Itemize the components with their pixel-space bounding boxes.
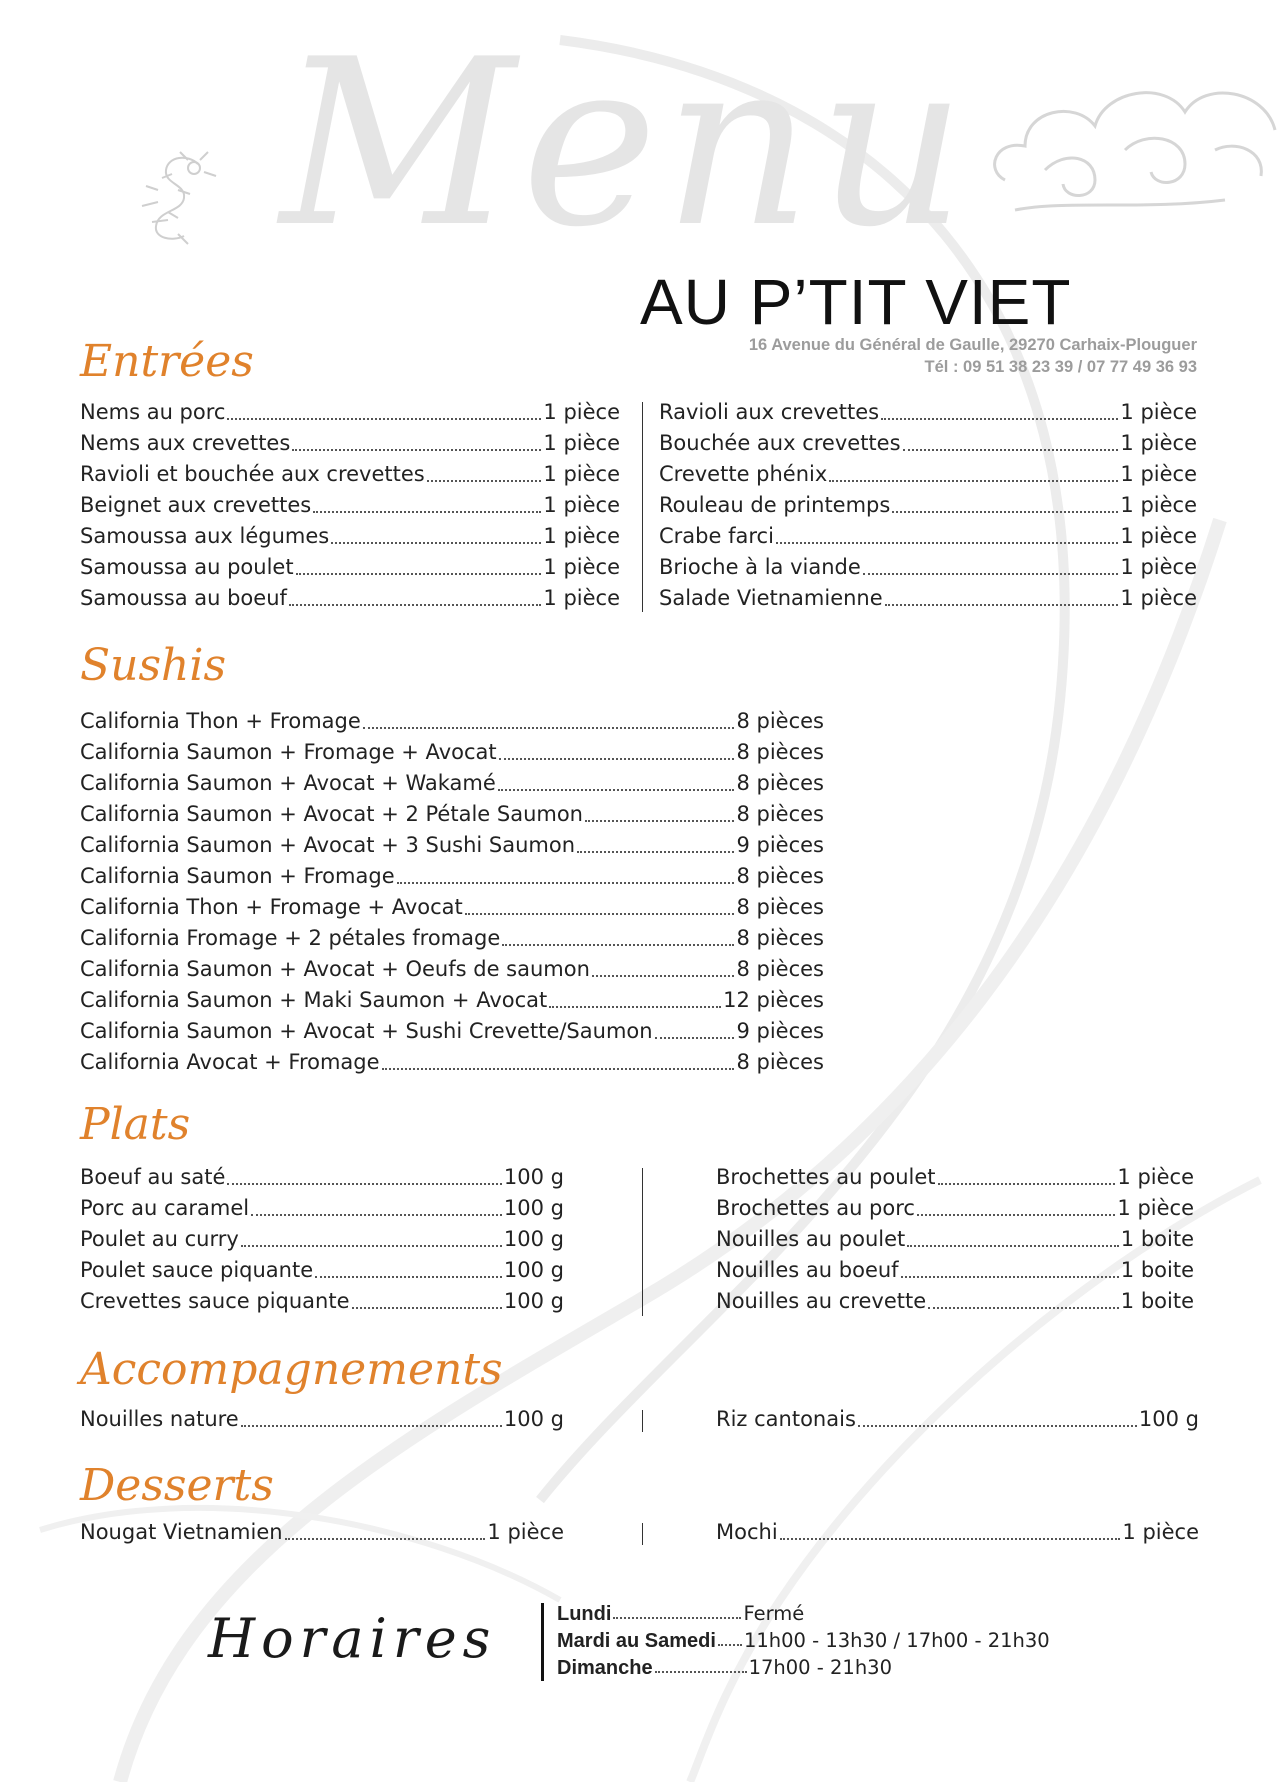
menu-item-name: California Thon + Fromage [80, 709, 361, 733]
dot-leader [858, 1425, 1137, 1427]
menu-item-quantity: 1 pièce [1120, 524, 1197, 548]
column-divider [642, 1168, 643, 1316]
dot-leader [829, 480, 1118, 482]
accompagnements-left-list [80, 1404, 564, 1435]
menu-item-quantity: 8 pièces [736, 895, 824, 919]
menu-item [716, 1286, 1194, 1317]
menu-item-quantity: 1 pièce [543, 555, 620, 579]
menu-item-quantity: 9 pièces [736, 1019, 824, 1043]
menu-item [80, 985, 824, 1016]
menu-item-name: Crabe farci [659, 524, 774, 548]
menu-item-quantity: 8 pièces [736, 926, 824, 950]
menu-item-quantity: 8 pièces [736, 802, 824, 826]
plats-left-list [80, 1162, 564, 1317]
menu-item [659, 459, 1197, 490]
menu-item-quantity: 100 g [503, 1289, 564, 1313]
dot-leader [585, 820, 734, 822]
hours-day: Lundi [557, 1603, 612, 1625]
column-divider [642, 402, 643, 612]
menu-item-quantity: 1 pièce [543, 462, 620, 486]
menu-item-quantity: 100 g [503, 1407, 564, 1431]
dot-leader [780, 1538, 1121, 1540]
menu-item-name: Samoussa au boeuf [80, 586, 287, 610]
menu-item-quantity: 12 pièces [723, 988, 824, 1012]
menu-item [80, 1404, 564, 1435]
dot-leader [592, 975, 735, 977]
menu-item [80, 954, 824, 985]
menu-item-quantity: 1 pièce [1117, 1196, 1194, 1220]
menu-item-name: Crevettes sauce piquante [80, 1289, 350, 1313]
dot-leader [363, 727, 735, 729]
section-title-plats: Plats [80, 1099, 191, 1150]
desserts-left-list [80, 1517, 564, 1548]
menu-item-quantity: 1 pièce [1120, 555, 1197, 579]
restaurant-name: AU P’TIT VIET [640, 266, 1072, 338]
sushis-list [80, 706, 824, 1078]
menu-item [716, 1517, 1199, 1548]
menu-item-name: Porc au caramel [80, 1196, 250, 1220]
menu-item-quantity: 1 boite [1120, 1258, 1194, 1282]
menu-item-name: Brioche à la viande [659, 555, 861, 579]
dot-leader [296, 573, 542, 575]
menu-item-name: Riz cantonais [716, 1407, 856, 1431]
menu-item [659, 428, 1197, 459]
desserts-right-list [716, 1517, 1199, 1548]
menu-item-name: California Thon + Fromage + Avocat [80, 895, 463, 919]
menu-item [80, 768, 824, 799]
dot-leader [613, 1617, 741, 1619]
dragon-icon [128, 150, 220, 246]
menu-item-name: Poulet au curry [80, 1227, 239, 1251]
menu-item-quantity: 8 pièces [736, 771, 824, 795]
menu-item [80, 428, 620, 459]
menu-item [80, 706, 824, 737]
hours-row [557, 1627, 1077, 1654]
menu-item-quantity: 1 pièce [1120, 493, 1197, 517]
dot-leader [465, 913, 735, 915]
menu-item-quantity: 1 pièce [543, 431, 620, 455]
dot-leader [776, 542, 1119, 544]
menu-item-name: Nougat Vietnamien [80, 1520, 283, 1544]
menu-item-quantity: 1 pièce [543, 400, 620, 424]
menu-item [659, 521, 1197, 552]
section-title-accompagnements: Accompagnements [80, 1344, 503, 1395]
menu-item-name: California Saumon + Fromage + Avocat [80, 740, 497, 764]
menu-watermark: Menu [280, 11, 972, 278]
menu-item-quantity: 1 pièce [543, 586, 620, 610]
menu-item-name: California Saumon + Avocat + Oeufs de saumon [80, 957, 590, 981]
dot-leader [577, 851, 734, 853]
menu-item [80, 552, 620, 583]
menu-item-name: California Saumon + Maki Saumon + Avocat [80, 988, 548, 1012]
menu-item-name: Nems aux crevettes [80, 431, 291, 455]
menu-item-name: Ravioli aux crevettes [659, 400, 880, 424]
menu-item [80, 1224, 564, 1255]
menu-item [716, 1193, 1194, 1224]
menu-item [80, 799, 824, 830]
entrees-right-list [659, 397, 1197, 614]
menu-item-name: Beignet aux crevettes [80, 493, 312, 517]
menu-item-quantity: 1 boite [1120, 1289, 1194, 1313]
dot-leader [549, 1006, 721, 1008]
menu-item [80, 583, 620, 614]
menu-item-quantity: 8 pièces [736, 957, 824, 981]
menu-item-quantity: 1 pièce [487, 1520, 564, 1544]
menu-item [80, 1162, 564, 1193]
dot-leader [241, 1245, 502, 1247]
menu-item-name: Nouilles au poulet [716, 1227, 906, 1251]
hours-time: Fermé [743, 1602, 805, 1625]
menu-item [80, 861, 824, 892]
menu-item-name: Nouilles au crevette [716, 1289, 927, 1313]
dot-leader [331, 542, 541, 544]
dot-leader [241, 1425, 502, 1427]
entrees-left-list [80, 397, 620, 614]
dot-leader [352, 1307, 502, 1309]
menu-item-quantity: 100 g [503, 1227, 564, 1251]
menu-item-name: Poulet sauce piquante [80, 1258, 314, 1282]
hours-row [557, 1600, 1077, 1627]
menu-item-name: California Saumon + Avocat + Sushi Crevette/Saumon [80, 1019, 653, 1043]
menu-item [716, 1404, 1199, 1435]
dot-leader [315, 1276, 502, 1278]
menu-item-name: Boeuf au saté [80, 1165, 226, 1189]
menu-item [80, 1193, 564, 1224]
menu-item-name: Rouleau de printemps [659, 493, 891, 517]
menu-item [80, 521, 620, 552]
dot-leader [901, 1276, 1119, 1278]
menu-item-quantity: 9 pièces [736, 833, 824, 857]
menu-item [716, 1162, 1194, 1193]
menu-item-name: Nouilles au boeuf [716, 1258, 899, 1282]
dot-leader [863, 573, 1119, 575]
horaires-title: Horaires [208, 1607, 497, 1670]
section-title-entrees: Entrées [80, 336, 254, 387]
menu-item [80, 892, 824, 923]
menu-item-quantity: 100 g [503, 1196, 564, 1220]
menu-item-quantity: 1 pièce [543, 493, 620, 517]
menu-item [80, 830, 824, 861]
menu-item-name: California Fromage + 2 pétales fromage [80, 926, 501, 950]
menu-item-quantity: 1 pièce [1122, 1520, 1199, 1544]
menu-item-name: Brochettes au poulet [716, 1165, 936, 1189]
menu-item-name: Ravioli et bouchée aux crevettes [80, 462, 425, 486]
menu-item [80, 1016, 824, 1047]
dot-leader [313, 511, 541, 513]
dot-leader [382, 1068, 735, 1070]
dot-leader [427, 480, 542, 482]
menu-item-quantity: 1 pièce [1120, 462, 1197, 486]
dot-leader [928, 1307, 1119, 1309]
dot-leader [251, 1214, 502, 1216]
hours-day: Dimanche [557, 1657, 653, 1679]
menu-item-name: Brochettes au porc [716, 1196, 915, 1220]
menu-item [80, 459, 620, 490]
dot-leader [502, 944, 734, 946]
menu-item [80, 737, 824, 768]
menu-item-name: California Saumon + Avocat + Wakamé [80, 771, 496, 795]
dot-leader [655, 1037, 735, 1039]
plats-right-list [716, 1162, 1194, 1317]
menu-item [80, 397, 620, 428]
menu-item-quantity: 8 pièces [736, 1050, 824, 1074]
menu-item [80, 1517, 564, 1548]
menu-item-quantity: 8 pièces [736, 709, 824, 733]
menu-item-quantity: 1 pièce [1120, 586, 1197, 610]
menu-item-name: California Avocat + Fromage [80, 1050, 380, 1074]
menu-item-quantity: 100 g [503, 1258, 564, 1282]
menu-item-quantity: 8 pièces [736, 740, 824, 764]
hours-day: Mardi au Samedi [557, 1630, 716, 1652]
menu-item [80, 1286, 564, 1317]
hours-row [557, 1654, 1077, 1681]
dot-leader [499, 758, 735, 760]
menu-item [80, 923, 824, 954]
menu-item-name: Bouchée aux crevettes [659, 431, 901, 455]
section-title-desserts: Desserts [80, 1460, 274, 1511]
menu-item-quantity: 1 pièce [1120, 400, 1197, 424]
menu-item [716, 1255, 1194, 1286]
menu-item-name: California Saumon + Avocat + 3 Sushi Saumon [80, 833, 576, 857]
dot-leader [892, 511, 1118, 513]
menu-item-name: Samoussa aux légumes [80, 524, 330, 548]
menu-item-name: Mochi [716, 1520, 778, 1544]
dot-leader [907, 1245, 1119, 1247]
menu-item [716, 1224, 1194, 1255]
menu-item [659, 552, 1197, 583]
menu-item-name: California Saumon + Avocat + 2 Pétale Saumon [80, 802, 583, 826]
menu-item [659, 397, 1197, 428]
column-divider [642, 1523, 643, 1545]
horaires-divider [541, 1603, 544, 1681]
section-title-sushis: Sushis [80, 640, 227, 691]
restaurant-phone: Tél : 09 51 38 23 39 / 07 77 49 36 93 [924, 358, 1197, 376]
dot-leader [655, 1671, 747, 1673]
dot-leader [917, 1214, 1115, 1216]
dot-leader [227, 418, 541, 420]
menu-item [80, 1255, 564, 1286]
menu-item [659, 583, 1197, 614]
dot-leader [289, 604, 542, 606]
menu-item [659, 490, 1197, 521]
dot-leader [498, 789, 735, 791]
menu-item-quantity: 1 pièce [1117, 1165, 1194, 1189]
hours-time: 11h00 - 13h30 / 17h00 - 21h30 [743, 1629, 1050, 1652]
dot-leader [718, 1644, 742, 1646]
dot-leader [881, 418, 1118, 420]
menu-item [80, 490, 620, 521]
accompagnements-right-list [716, 1404, 1199, 1435]
dot-leader [285, 1538, 486, 1540]
menu-item-name: Salade Vietnamienne [659, 586, 883, 610]
menu-item-name: California Saumon + Fromage [80, 864, 395, 888]
menu-item-name: Nems au porc [80, 400, 226, 424]
menu-item-quantity: 1 pièce [543, 524, 620, 548]
menu-item-quantity: 1 pièce [1120, 431, 1197, 455]
dot-leader [397, 882, 735, 884]
menu-item-name: Samoussa au poulet [80, 555, 294, 579]
menu-item-name: Crevette phénix [659, 462, 828, 486]
menu-item-quantity: 100 g [503, 1165, 564, 1189]
dot-leader [292, 449, 541, 451]
dot-leader [938, 1183, 1116, 1185]
dot-leader [885, 604, 1119, 606]
dot-leader [903, 449, 1119, 451]
menu-item-quantity: 8 pièces [736, 864, 824, 888]
menu-item [80, 1047, 824, 1078]
menu-item-quantity: 100 g [1138, 1407, 1199, 1431]
opening-hours-list [557, 1600, 1077, 1681]
column-divider [642, 1410, 643, 1432]
menu-item-name: Nouilles nature [80, 1407, 239, 1431]
hours-time: 17h00 - 21h30 [748, 1656, 892, 1679]
menu-item-quantity: 1 boite [1120, 1227, 1194, 1251]
cloud-icon [985, 60, 1280, 220]
restaurant-address: 16 Avenue du Général de Gaulle, 29270 Carhaix-Plouguer [748, 336, 1197, 354]
dot-leader [227, 1183, 502, 1185]
